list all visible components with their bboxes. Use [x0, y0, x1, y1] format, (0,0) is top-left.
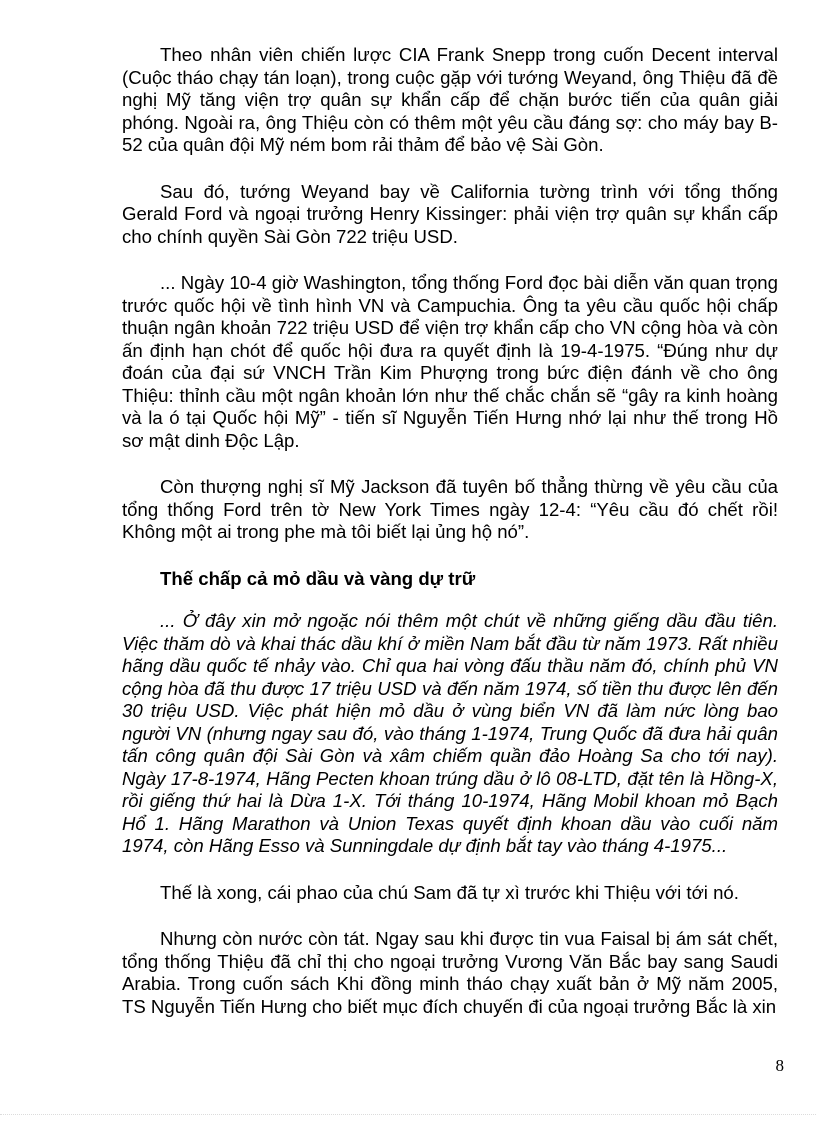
- page-bottom-divider: [0, 1114, 816, 1115]
- paragraph-oil-wells: ... Ở đây xin mở ngoặc nói thêm một chút về những giếng dầu đầu tiên. Việc thăm dò và khai thác dầu khí ở miền Nam bắt đầu từ năm 1973. Rất nhiều hãng dầu quốc tế nhảy vào. Chỉ qua hai vòng đấu thầu năm đó, chính phủ VN cộng hòa đã thu được 17 triệu USD và đến năm 1974, số tiền thu được lên đến 30 triệu USD. Việc phát hiện mỏ dầu ở vùng biển VN đã làm nức lòng bao người VN (nhưng ngay sau đó, vào tháng 1-1974, Trung Quốc đã đưa hải quân tấn công quân đội Sài Gòn và xâm chiếm quần đảo Hoàng Sa cho tới nay). Ngày 17-8-1974, Hãng Pecten khoan trúng dầu ở lô 08-LTD, đặt tên là Hồng-X, rồi giếng thứ hai là Dừa 1-X. Tới tháng 10-1974, Hãng Mobil khoan mỏ Bạch Hổ 1. Hãng Marathon và Union Texas quyết định khoan dầu vào cuối năm 1974, còn Hãng Esso và Sunningdale dự định bắt tay vào tháng 4-1975...: [122, 610, 778, 856]
- paragraph-ford-speech: ... Ngày 10-4 giờ Washington, tổng thống Ford đọc bài diễn văn quan trọng trước quốc hội về tình hình VN và Campuchia. Ông ta yêu cầu quốc hội chấp thuận ngân khoản 722 triệu USD để viện trợ khẩn cấp cho VN cộng hòa và còn ấn định hạn chót để quốc hội đưa ra quyết định là 19-4-1975. “Đúng như dự đoán của đại sứ VNCH Trần Kim Phượng trong bức điện đánh về cho ông Thiệu: thỉnh cầu một ngân khoản lớn như thế chắc chắn sẽ “gây ra kinh hoàng và la ó tại Quốc hội Mỹ” - tiến sĩ Nguyễn Tiến Hưng nhớ lại như thế trong Hồ sơ mật dinh Độc Lập.: [122, 272, 778, 451]
- paragraph-uncle-sam: Thế là xong, cái phao của chú Sam đã tự xì trước khi Thiệu với tới nó.: [160, 881, 739, 903]
- paragraph-weyand-report: Sau đó, tướng Weyand bay về California tường trình với tổng thống Gerald Ford và ngoại trưởng Henry Kissinger: phải viện trợ quân sự khẩn cấp cho chính quyền Sài Gòn 722 triệu USD.: [122, 180, 778, 247]
- page-number: 8: [775, 1056, 784, 1075]
- paragraph-jackson: Còn thượng nghị sĩ Mỹ Jackson đã tuyên bố thẳng thừng về yêu cầu của tổng thống Ford trên tờ New York Times ngày 12-4: “Yêu cầu đó chết rồi! Không một ai trong phe mà tôi biết lại ủng hộ nó”.: [122, 476, 778, 542]
- section-heading: Thế chấp cả mỏ dầu và vàng dự trữ: [160, 567, 476, 589]
- page-body: [122, 44, 778, 1042]
- paragraph-saudi-arabia: Nhưng còn nước còn tát. Ngay sau khi được tin vua Faisal bị ám sát chết, tổng thống Thiệu đã chỉ thị cho ngoại trưởng Vương Văn Bắc bay sang Saudi Arabia. Trong cuốn sách Khi đồng minh tháo chạy xuất bản ở Mỹ năm 2005, TS Nguyễn Tiến Hưng cho biết mục đích chuyến đi của ngoại trưởng Bắc là xin: [122, 928, 778, 1017]
- paragraph-snepp: Theo nhân viên chiến lược CIA Frank Snepp trong cuốn Decent interval (Cuộc tháo chạy tán loạn), trong cuộc gặp với tướng Weyand, ông Thiệu đã đề nghị Mỹ tăng viện trợ quân sự khẩn cấp để chặn bước tiến của quân giải phóng. Ngoài ra, ông Thiệu còn có thêm một yêu cầu đáng sợ: cho máy bay B-52 của quân đội Mỹ ném bom rải thảm để bảo vệ Sài Gòn.: [122, 44, 778, 155]
